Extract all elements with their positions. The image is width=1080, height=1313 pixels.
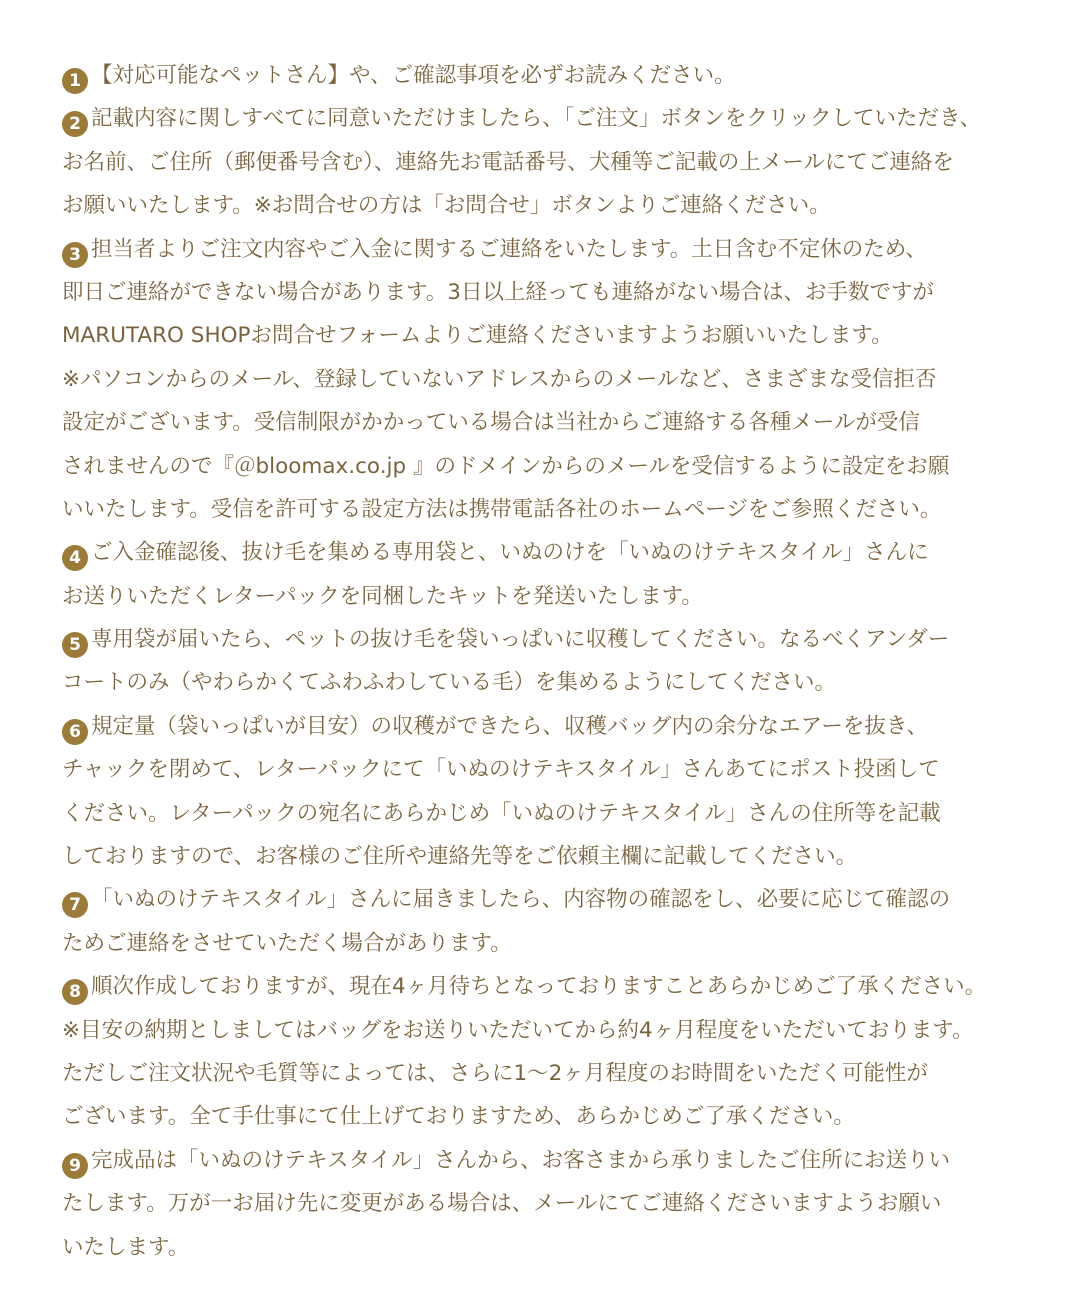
- step-text-line: [62, 835, 1037, 878]
- step-5: [62, 618, 1037, 705]
- step-text-line: [62, 575, 1037, 618]
- step-text-line: [62, 184, 1037, 227]
- step-7: [62, 878, 1037, 965]
- step-text-line: [62, 228, 1037, 271]
- step-text-line: [62, 54, 1037, 97]
- step-text-line: [62, 922, 1037, 965]
- step-text-line: [62, 97, 1037, 140]
- step-text-line: [62, 314, 1037, 357]
- step-text: 順次作成しておりますが、現在4ヶ月待ちとなっておりますことあらかじめご了承ください。: [91, 974, 987, 1000]
- step-text: 規定量（袋いっぱいが目安）の収穫ができたら、収穫バッグ内の余分なエアーを抜き、: [91, 713, 928, 739]
- step-text: ただしご注文状況や毛質等によっては、さらに1〜2ヶ月程度のお時間をいただく可能性が: [62, 1060, 928, 1086]
- step-text: 担当者よりご注文内容やご入金に関するご連絡をいたします。土日含む不定休のため、: [91, 236, 927, 262]
- step-2: [62, 97, 1037, 227]
- step-text: いいたします。受信を許可する設定方法は携帯電話各社のホームページをご参照ください。: [62, 496, 942, 522]
- step-text: 完成品は「いぬのけテキスタイル」さんから、お客さまから承りましたご住所にお送りい: [91, 1147, 951, 1173]
- step-text: お送りいただくレターパックを同梱したキットを発送いたします。: [62, 583, 703, 609]
- step-number-badge: 4: [62, 545, 88, 571]
- step-number-badge: 1: [62, 68, 88, 94]
- step-number-badge: 3: [62, 242, 88, 268]
- step-text: 専用袋が届いたら、ペットの抜け毛を袋いっぱいに収穫してください。なるべくアンダー: [91, 627, 950, 653]
- step-text: されませんので『＠bloomax.co.jp 』のドメインからのメールを受信するように設定をお願: [62, 453, 950, 479]
- step-text-line: [62, 271, 1037, 314]
- step-text-line: [62, 1095, 1037, 1138]
- step-text-line: [62, 531, 1037, 574]
- step-text: しておりますので、お客様のご住所や連絡先等をご依頼主欄に記載してください。: [62, 844, 858, 870]
- step-text: MARUTARO SHOPお問合せフォームよりご連絡くださいますようお願いいたします。: [62, 323, 893, 349]
- step-number-badge: 7: [62, 892, 88, 918]
- step-text: 設定がございます。受信制限がかかっている場合は当社からご連絡する各種メールが受信: [62, 410, 920, 436]
- step-4: [62, 531, 1037, 618]
- step-text: ございます。全て手仕事にて仕上げておりますため、あらかじめご了承ください。: [62, 1104, 855, 1130]
- step-text: 「いぬのけテキスタイル」さんに届きましたら、内容物の確認をし、必要に応じて確認の: [91, 887, 951, 913]
- step-number-badge: 5: [62, 632, 88, 658]
- step-9: [62, 1139, 1037, 1269]
- step-text: ※パソコンからのメール、登録していないアドレスからのメールなど、さまざまな受信拒否: [62, 366, 937, 392]
- order-steps-document: [62, 54, 1037, 1269]
- step-number-badge: 9: [62, 1153, 88, 1179]
- step-text-line: [62, 965, 1037, 1008]
- step-text: いたします。: [62, 1234, 190, 1260]
- step-text-line: [62, 1052, 1037, 1095]
- step-1: [62, 54, 1037, 97]
- step-text-line: [62, 401, 1037, 444]
- step-text-line: [62, 661, 1037, 704]
- step-text-line: [62, 488, 1037, 531]
- step-text-line: [62, 618, 1037, 661]
- step-3: [62, 228, 1037, 532]
- step-text: 【対応可能なペットさん】や、ご確認事項を必ずお読みください。: [91, 63, 736, 88]
- step-text-line: [62, 1139, 1037, 1182]
- step-text-line: [62, 878, 1037, 921]
- step-text: ください。レターパックの宛名にあらかじめ「いぬのけテキスタイル」さんの住所等を記載: [62, 800, 941, 826]
- step-text: お名前、ご住所（郵便番号含む）、連絡先お電話番号、犬種等ご記載の上メールにてご連絡を: [62, 149, 954, 175]
- step-text-line: [62, 792, 1037, 835]
- step-text-line: [62, 358, 1037, 401]
- step-number-badge: 2: [62, 111, 88, 137]
- step-text-line: [62, 1226, 1037, 1269]
- step-number-badge: 6: [62, 719, 88, 745]
- step-text-line: [62, 1009, 1037, 1052]
- step-text: お願いいたします。※お問合せの方は「お問合せ」ボタンよりご連絡ください。: [62, 193, 831, 219]
- step-text: ご入金確認後、抜け毛を集める専用袋と、いぬのけを「いぬのけテキスタイル」さんに: [91, 540, 929, 566]
- step-text-line: [62, 141, 1037, 184]
- step-text-line: [62, 748, 1037, 791]
- step-text-line: [62, 445, 1037, 488]
- step-text: コートのみ（やわらかくてふわふわしている毛）を集めるようにしてください。: [62, 670, 837, 696]
- step-text-line: [62, 1182, 1037, 1225]
- step-text: 即日ご連絡ができない場合があります。3日以上経っても連絡がない場合は、お手数ですが: [62, 279, 934, 305]
- step-text: 記載内容に関しすべてに同意いただけましたら、「ご注文」ボタンをクリックしていただき、: [91, 106, 982, 132]
- step-text: たします。万が一お届け先に変更がある場合は、メールにてご連絡くださいますようお願い: [62, 1191, 942, 1217]
- step-6: [62, 705, 1037, 879]
- step-text: チャックを閉めて、レターパックにて「いぬのけテキスタイル」さんあてにポスト投函して: [62, 757, 940, 783]
- step-text: ためご連絡をさせていただく場合があります。: [62, 930, 512, 956]
- step-8: [62, 965, 1037, 1139]
- step-text-line: [62, 705, 1037, 748]
- step-text: ※目安の納期としましてはバッグをお送りいただいてから約4ヶ月程度をいただいております。: [62, 1017, 974, 1043]
- step-number-badge: 8: [62, 979, 88, 1005]
